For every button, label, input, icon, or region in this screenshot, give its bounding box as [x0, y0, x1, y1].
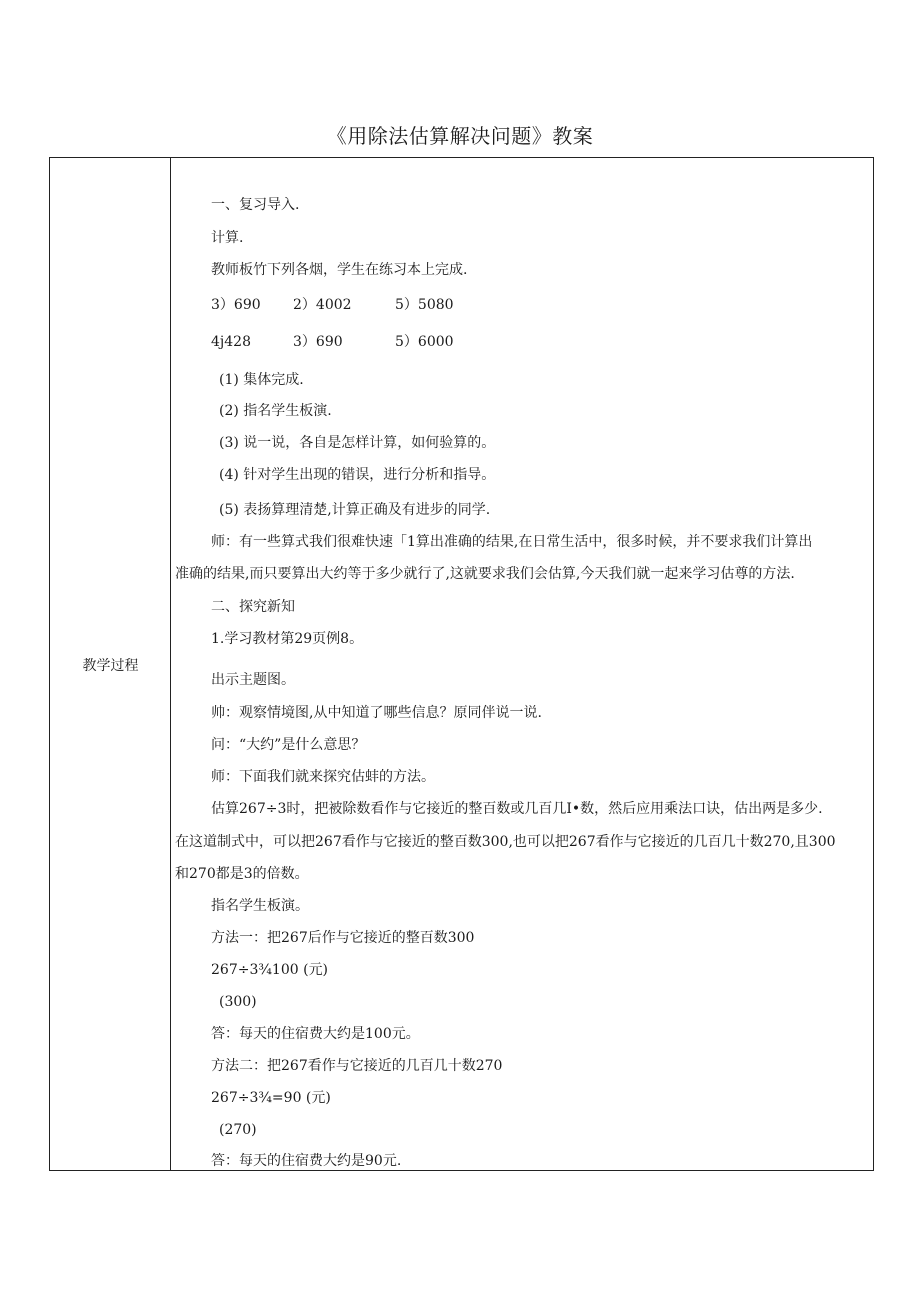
paragraph-line: 和270都是3的倍数。 — [175, 866, 309, 882]
text-line: 师：下面我们就来探究估蚌的方法。 — [211, 769, 435, 785]
text-line: 出示主题图。 — [211, 672, 295, 688]
row-label: 教学过程 — [82, 658, 139, 674]
exercise-row — [211, 332, 454, 352]
text-line: 1.学习教材第29页例8。 — [211, 631, 364, 647]
step-item: (3) 说一说，各自是怎样计算，如何验算的。 — [219, 435, 496, 451]
exercise-item: 4j428 — [211, 334, 251, 350]
paragraph-line: 估算267÷3时，把被除数看作与它接近的整百数或几百几I•数，然后应用乘法口诀，估出两是多少. — [211, 801, 823, 817]
section-heading-review: 一、复习导入. — [211, 197, 300, 213]
answer-line: 答：每天的住宿费大约是100元。 — [211, 1026, 420, 1042]
equation-line: 267÷3¾100 (元) — [211, 962, 329, 978]
step-item: (2) 指名学生板演. — [219, 403, 332, 419]
step-item: (5) 表扬算理清楚,计算正确及有进步的同学. — [219, 502, 491, 518]
content-cell — [171, 158, 873, 1170]
exercise-item: 5）5080 — [395, 297, 454, 313]
exercise-item: 3）690 — [293, 334, 343, 350]
step-item: (1) 集体完成. — [219, 372, 304, 388]
exercise-item: 5）6000 — [395, 334, 454, 350]
step-item: (4) 针对学生出现的错误，进行分析和指导。 — [219, 467, 496, 483]
paragraph-line: 师：有一些算式我们很难快速「1算出准确的结果,在日常生活中，很多时候，并不要求我们计算出 — [211, 534, 813, 550]
paragraph-line: 准确的结果,而只要算出大约等于多少就行了,这就要求我们会估算,今天我们就一起来学习估尊的方法. — [175, 566, 795, 582]
text-line: 帅：观察情境图,从中知道了哪些信息？原同伴说一说. — [211, 705, 542, 721]
section-heading-explore: 二、探究新知 — [211, 599, 295, 615]
exercise-item: 3）690 — [211, 297, 261, 313]
row-label-cell — [50, 158, 171, 1170]
equation-note: (270) — [219, 1122, 257, 1138]
method-two: 方法二：把267看作与它接近的几百几十数270 — [211, 1058, 503, 1074]
text-line: 指名学生板演。 — [211, 898, 309, 914]
exercise-item: 2）4002 — [293, 297, 352, 313]
method-one: 方法一：把267后作与它接近的整百数300 — [211, 930, 475, 946]
lesson-plan-table — [49, 157, 874, 1171]
exercise-row — [211, 295, 454, 315]
text-line: 教师板竹下列各烟，学生在练习本上完成. — [211, 262, 468, 278]
text-line: 计算. — [211, 230, 244, 246]
equation-line: 267÷3¾=90 (元) — [211, 1090, 331, 1106]
paragraph-line: 在这道制式中，可以把267看作与它接近的整百数300,也可以把267看作与它接近的几百几十数270,且300 — [175, 834, 836, 850]
text-line: 问：“大约”是什么意思？ — [211, 737, 366, 753]
document-title: 《用除法估算解决问题》教案 — [326, 124, 594, 148]
equation-note: (300) — [219, 994, 257, 1010]
answer-line: 答：每天的住宿费大约是90元. — [211, 1153, 402, 1169]
